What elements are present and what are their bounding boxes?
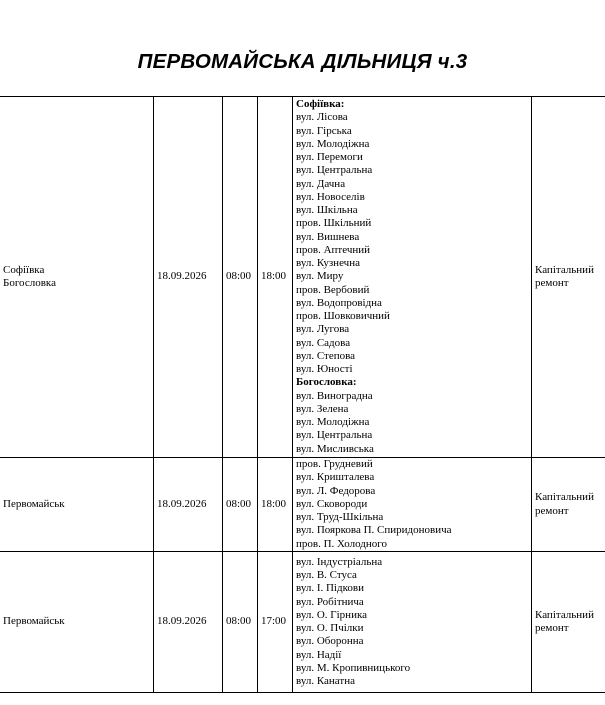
schedule-table <box>0 96 605 693</box>
street-item: пров. Вербовий <box>296 283 370 296</box>
location-cell <box>0 552 154 693</box>
street-item: вул. Шкільна <box>296 204 358 217</box>
street-item: вул. Робітнича <box>296 595 364 608</box>
reason-text: ремонт <box>535 504 569 517</box>
street-item: вул. Канатна <box>296 675 355 687</box>
reason-text: ремонт <box>535 622 569 634</box>
end-time-cell: 18:00 <box>258 97 293 458</box>
street-item: вул. Зелена <box>296 402 349 415</box>
street-item: вул. Мисливська <box>296 442 374 455</box>
date-cell: 18.09.2026 <box>154 552 223 693</box>
street-item: вул. В. Стуса <box>296 569 357 581</box>
street-item: вул. Лісова <box>296 111 348 124</box>
street-item: пров. Аптечний <box>296 243 371 256</box>
reason-cell <box>532 97 605 458</box>
street-item: вул. Садова <box>296 336 351 349</box>
street-item: вул. Пояркова П. Спиридоновича <box>296 524 452 537</box>
street-item: вул. Лугова <box>296 323 350 336</box>
streets-cell <box>293 458 532 552</box>
reason-text: Капітальний <box>535 263 594 276</box>
street-item: вул. Кришталева <box>296 471 375 484</box>
location-name: Богословка <box>3 277 56 289</box>
street-item: вул. Миру <box>296 270 344 283</box>
street-item: вул. Перемоги <box>296 151 363 164</box>
reason-cell <box>532 552 605 693</box>
street-item: вул. М. Кропивницького <box>296 661 411 674</box>
table-row <box>0 552 605 693</box>
location-cell <box>0 97 154 458</box>
street-item: вул. Л. Федорова <box>296 484 376 497</box>
street-item: вул. Новоселів <box>296 190 365 203</box>
street-item: вул. Оборонна <box>296 635 364 648</box>
street-item: пров. Грудневий <box>296 458 373 471</box>
location-name: Софіївка <box>3 263 45 276</box>
start-time-cell: 08:00 <box>223 552 258 693</box>
street-item: вул. Виноградна <box>296 389 373 402</box>
table-row <box>0 97 605 458</box>
streets-cell <box>293 97 532 458</box>
street-item: вул. І. Підкови <box>296 582 364 595</box>
end-time-cell: 18:00 <box>258 458 293 552</box>
street-item: вул. Водопровідна <box>296 296 382 309</box>
street-item: вул. О. Гірника <box>296 608 368 621</box>
table-row <box>0 458 605 552</box>
street-item: вул. Надії <box>296 648 342 661</box>
start-time-cell: 08:00 <box>223 458 258 552</box>
location-name: Первомайськ <box>3 615 65 628</box>
settlement-header: Софіївка: <box>296 98 345 111</box>
street-item: вул. Кузнечна <box>296 257 360 270</box>
settlement-header: Богословка: <box>296 376 357 389</box>
reason-text: Капітальний <box>535 608 594 621</box>
street-item: вул. Вишнева <box>296 230 360 243</box>
street-item: вул. Центральна <box>296 429 373 442</box>
street-item: вул. Центральна <box>296 164 373 177</box>
reason-text: ремонт <box>535 277 569 289</box>
date-cell: 18.09.2026 <box>154 97 223 458</box>
street-item: пров. Шкільний <box>296 217 372 230</box>
reason-cell <box>532 458 605 552</box>
street-item: вул. Труд-Шкільна <box>296 511 384 524</box>
street-item: вул. Молодіжна <box>296 416 370 429</box>
page-title: ПЕРВОМАЙСЬКА ДІЛЬНИЦЯ ч.3 <box>137 50 468 73</box>
street-item: вул. Гірська <box>296 124 352 137</box>
reason-text: Капітальний <box>535 491 594 504</box>
street-item: пров. Шовковичний <box>296 310 390 323</box>
start-time-cell: 08:00 <box>223 97 258 458</box>
street-item: вул. Молодіжна <box>296 137 370 150</box>
streets-cell <box>293 552 532 693</box>
location-name: Первомайськ <box>3 497 65 510</box>
street-item: вул. Юності <box>296 363 353 376</box>
street-item: вул. Степова <box>296 349 356 362</box>
street-item: вул. Дачна <box>296 177 346 190</box>
location-cell <box>0 458 154 552</box>
street-item: пров. П. Холодного <box>296 537 388 550</box>
date-cell: 18.09.2026 <box>154 458 223 552</box>
street-item: вул. Індустріальна <box>296 555 383 568</box>
end-time-cell: 17:00 <box>258 552 293 693</box>
street-item: вул. Сковороди <box>296 497 368 510</box>
street-item: вул. О. Пчілки <box>296 622 364 634</box>
